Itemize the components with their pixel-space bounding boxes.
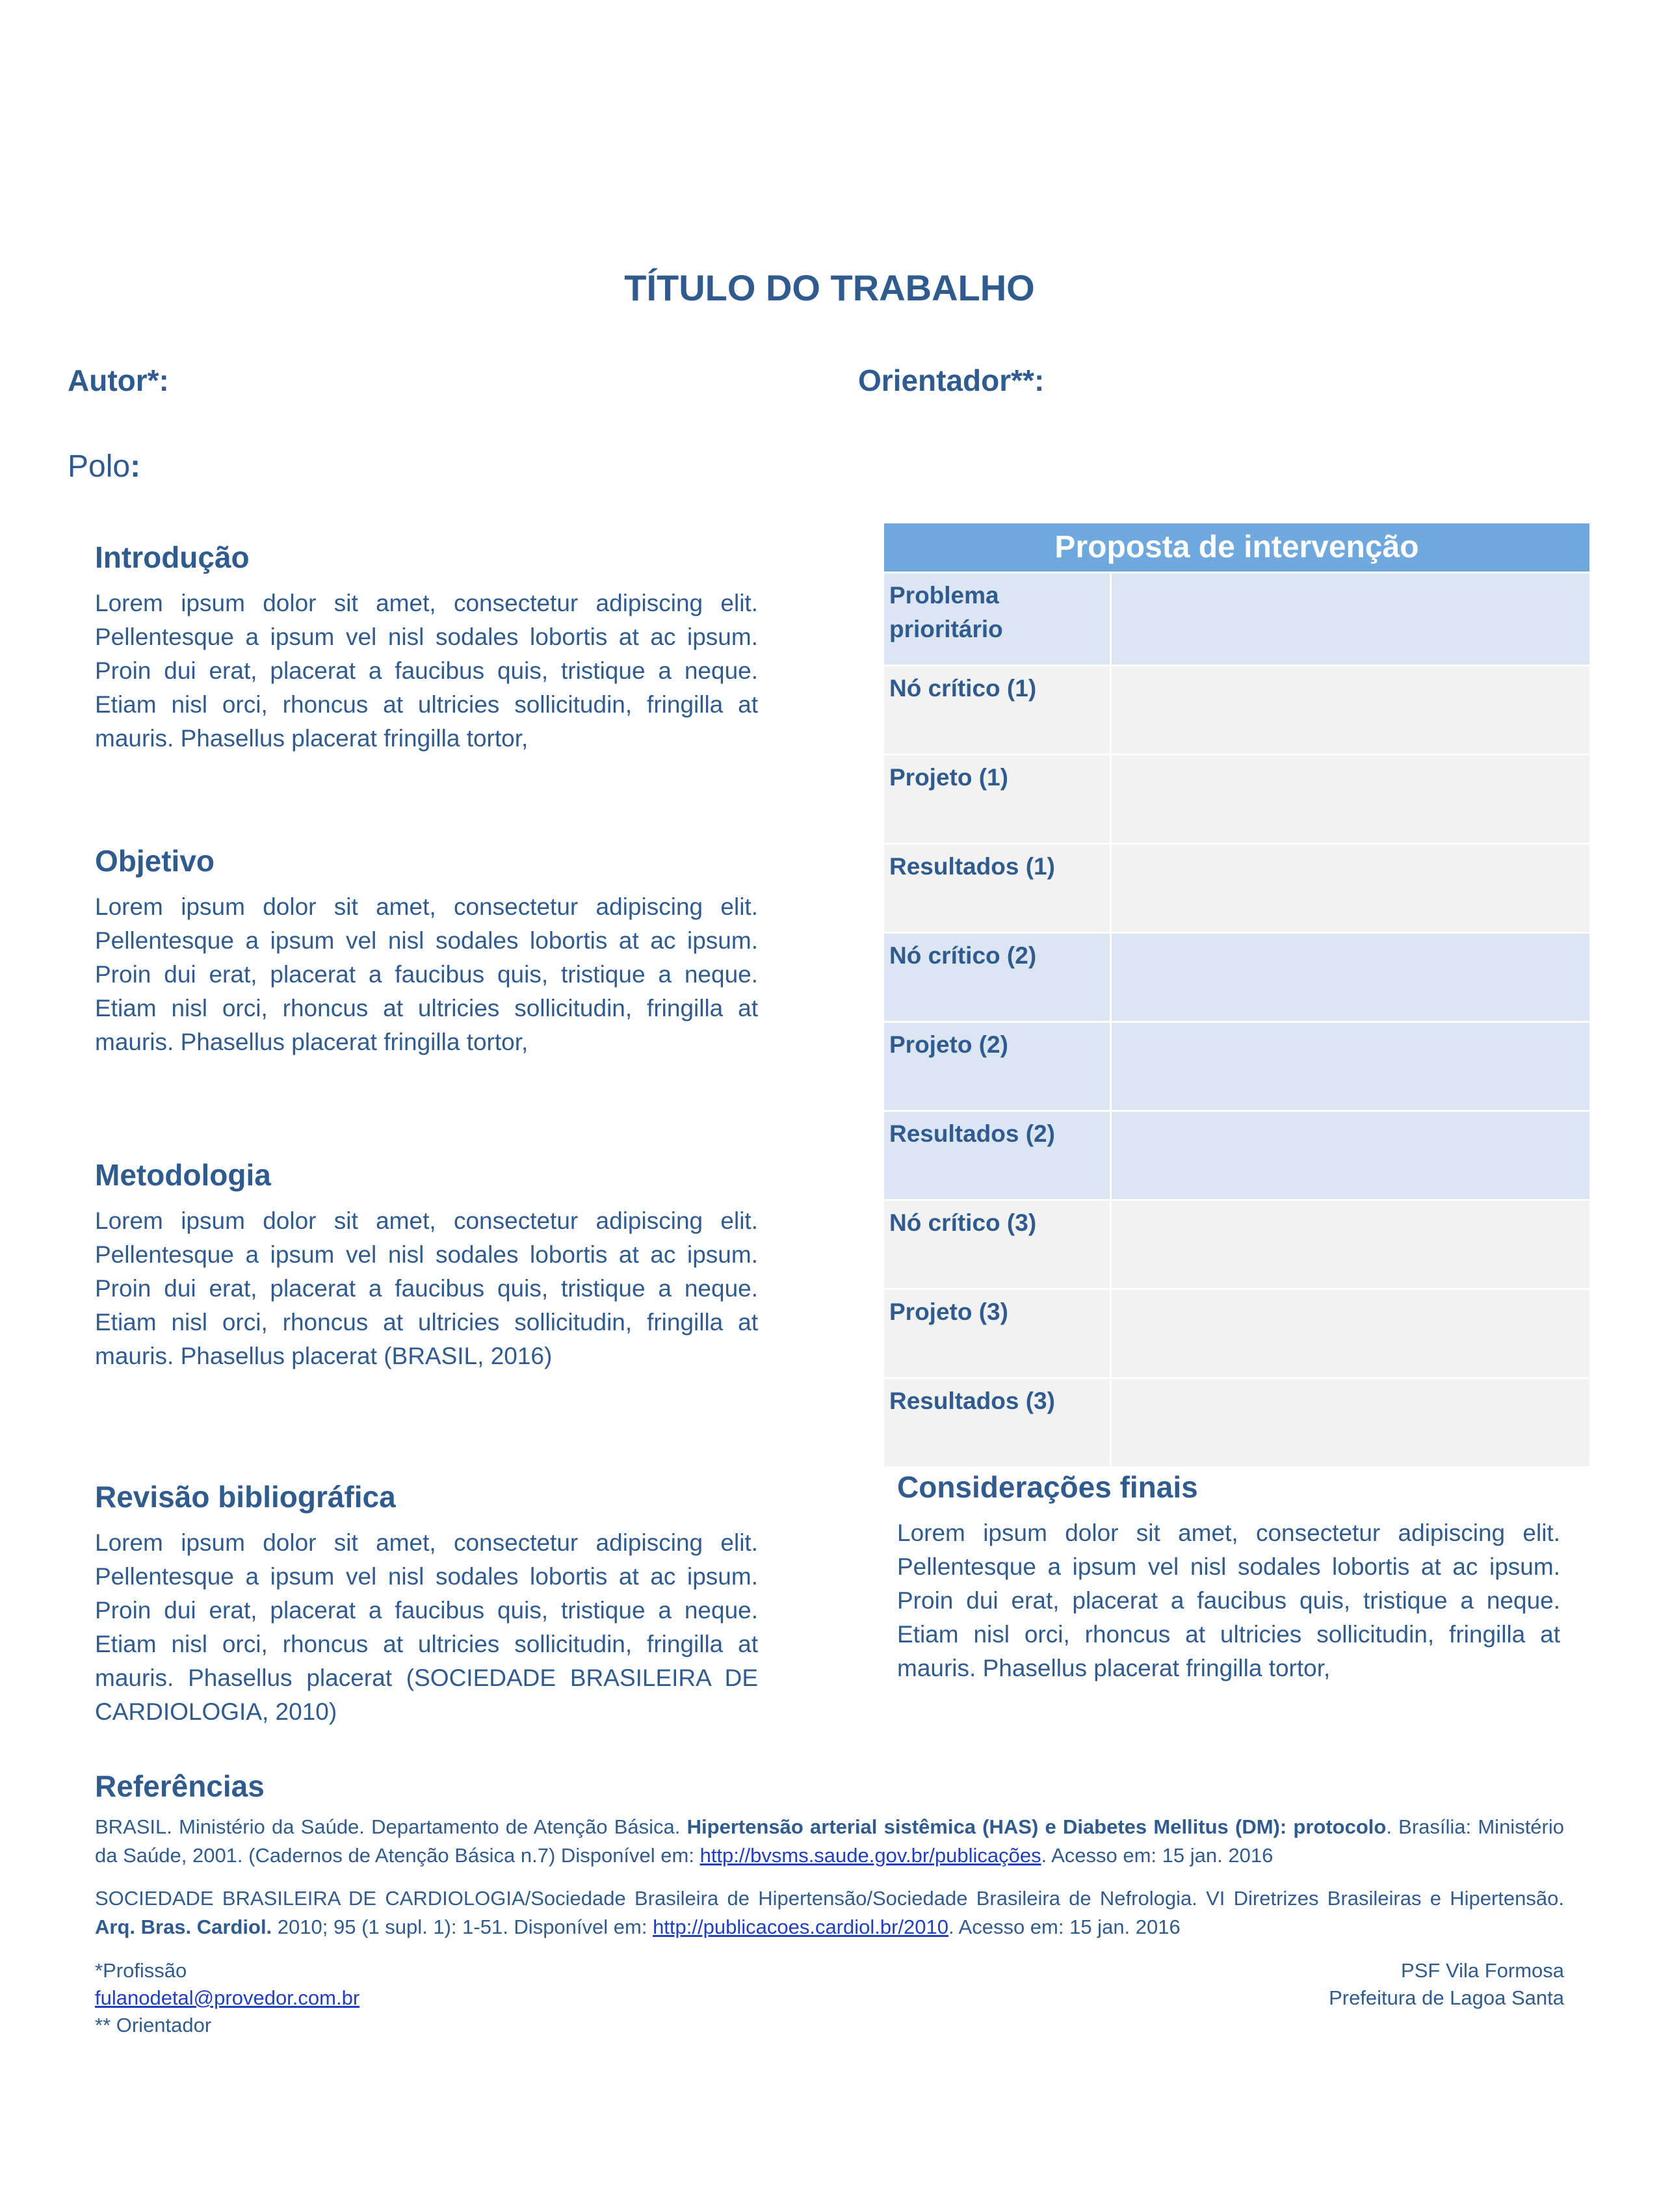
ref-title: Arq. Bras. Cardiol. xyxy=(95,1916,272,1938)
orientador-label: Orientador**: xyxy=(858,363,1045,397)
references-heading: Referências xyxy=(95,1769,265,1803)
row-label: Resultados (3) xyxy=(884,1379,1112,1466)
intervention-table xyxy=(884,523,1589,1466)
psf-name: PSF Vila Formosa xyxy=(1401,1959,1564,1982)
polo-label xyxy=(68,449,140,484)
footer-right xyxy=(1329,1957,1564,2012)
row-value xyxy=(1112,934,1589,1021)
table-row xyxy=(884,754,1589,843)
row-value xyxy=(1112,756,1589,843)
revisao-text: Lorem ipsum dolor sit amet, consectetur adipiscing elit. Pellentesque a ipsum vel nisl sodales lobortis at ac ipsum. Proin dui erat, placerat a faucibus quis, tristique a neque. Etiam nisl orci, rhoncus at ultricies sollicitudin, fringilla at mauris. Phasellus placerat (SOCIEDADE BRASILEIRA DE CARDIOLOGIA, 2010) xyxy=(95,1529,758,1725)
ref-text: . Acesso em: 15 jan. 2016 xyxy=(1041,1844,1274,1867)
row-value xyxy=(1112,1379,1589,1466)
table-row xyxy=(884,1199,1589,1288)
table-header: Proposta de intervenção xyxy=(884,523,1589,572)
row-value xyxy=(1112,573,1589,665)
ref-title: Hipertensão arterial sistêmica (HAS) e Diabetes Mellitus (DM): protocolo xyxy=(686,1815,1387,1838)
row-value xyxy=(1112,666,1589,754)
section-introducao xyxy=(95,540,758,756)
row-label: Projeto (2) xyxy=(884,1023,1112,1110)
orientador-note: ** Orientador xyxy=(95,2014,212,2036)
footer-left xyxy=(95,1957,359,2039)
prefeitura-name: Prefeitura de Lagoa Santa xyxy=(1329,1986,1564,2009)
polo-colon: : xyxy=(130,449,141,484)
objetivo-text: Lorem ipsum dolor sit amet, consectetur adipiscing elit. Pellentesque a ipsum vel nisl sodales lobortis at ac ipsum. Proin dui erat, placerat a faucibus quis, tristique a neque. Etiam nisl orci, rhoncus at ultricies sollicitudin, fringilla at mauris. Phasellus placerat fringilla tortor, xyxy=(95,893,758,1055)
row-label: Nó crítico (2) xyxy=(884,934,1112,1021)
row-label: Problema prioritário xyxy=(884,573,1112,665)
row-value xyxy=(1112,845,1589,932)
table-row xyxy=(884,572,1589,665)
introducao-heading: Introdução xyxy=(95,540,250,574)
ref-text: BRASIL. Ministério da Saúde. Departamento de Atenção Básica. xyxy=(95,1815,687,1838)
profissao-note: *Profissão xyxy=(95,1959,187,1982)
autor-label: Autor*: xyxy=(68,363,169,397)
row-label: Projeto (3) xyxy=(884,1290,1112,1377)
row-value xyxy=(1112,1290,1589,1377)
table-row xyxy=(884,665,1589,754)
ref-text: . Brasília: Ministério da Saúde, 2001. (Cadernos de Atenção Básica n.7) Disponível em: xyxy=(95,1815,1565,1867)
table-row xyxy=(884,1021,1589,1110)
introducao-text: Lorem ipsum dolor sit amet, consectetur adipiscing elit. Pellentesque a ipsum vel nisl sodales lobortis at ac ipsum. Proin dui erat, placerat a faucibus quis, tristique a neque. Etiam nisl orci, rhoncus at ultricies sollicitudin, fringilla at mauris. Phasellus placerat fringilla tortor, xyxy=(95,590,758,752)
revisao-heading: Revisão bibliográfica xyxy=(95,1480,396,1514)
ref-link[interactable]: http://bvsms.saude.gov.br/publicações xyxy=(699,1844,1041,1867)
objetivo-heading: Objetivo xyxy=(95,844,215,878)
ref-text: . Acesso em: 15 jan. 2016 xyxy=(948,1916,1181,1938)
table-row xyxy=(884,1110,1589,1199)
table-row xyxy=(884,1377,1589,1466)
metodologia-text: Lorem ipsum dolor sit amet, consectetur adipiscing elit. Pellentesque a ipsum vel nisl sodales lobortis at ac ipsum. Proin dui erat, placerat a faucibus quis, tristique a neque. Etiam nisl orci, rhoncus at ultricies sollicitudin, fringilla at mauris. Phasellus placerat (BRASIL, 2016) xyxy=(95,1207,758,1369)
consideracoes-text: Lorem ipsum dolor sit amet, consectetur adipiscing elit. Pellentesque a ipsum vel nisl sodales lobortis at ac ipsum. Proin dui erat, placerat a faucibus quis, tristique a neque. Etiam nisl orci, rhoncus at ultricies sollicitudin, fringilla at mauris. Phasellus placerat fringilla tortor, xyxy=(897,1520,1560,1681)
row-label: Resultados (1) xyxy=(884,845,1112,932)
reference-item xyxy=(95,1884,1564,1942)
row-value xyxy=(1112,1201,1589,1288)
email-link[interactable]: fulanodetal@provedor.com.br xyxy=(95,1986,360,2009)
table-row xyxy=(884,843,1589,932)
row-label: Resultados (2) xyxy=(884,1112,1112,1199)
ref-link[interactable]: http://publicacoes.cardiol.br/2010 xyxy=(653,1916,949,1938)
section-metodologia xyxy=(95,1157,758,1373)
reference-item xyxy=(95,1813,1564,1870)
polo-text: Polo xyxy=(68,449,131,484)
row-value xyxy=(1112,1112,1589,1199)
references xyxy=(95,1769,1564,1956)
consideracoes-heading: Considerações finais xyxy=(897,1470,1198,1504)
section-objetivo xyxy=(95,843,758,1059)
section-revisao xyxy=(95,1479,758,1729)
table-row xyxy=(884,932,1589,1021)
page-title: TÍTULO DO TRABALHO xyxy=(624,267,1035,308)
section-consideracoes xyxy=(897,1469,1560,1685)
ref-text: SOCIEDADE BRASILEIRA DE CARDIOLOGIA/Sociedade Brasileira de Hipertensão/Sociedade Brasileira de Nefrologia. VI Diretrizes Brasileiras e Hipertensão. xyxy=(95,1887,1564,1910)
row-label: Nó crítico (1) xyxy=(884,666,1112,754)
row-value xyxy=(1112,1023,1589,1110)
metodologia-heading: Metodologia xyxy=(95,1158,271,1192)
table-row xyxy=(884,1288,1589,1377)
row-label: Nó crítico (3) xyxy=(884,1201,1112,1288)
row-label: Projeto (1) xyxy=(884,756,1112,843)
ref-text: 2010; 95 (1 supl. 1): 1-51. Disponível em: xyxy=(272,1916,653,1938)
